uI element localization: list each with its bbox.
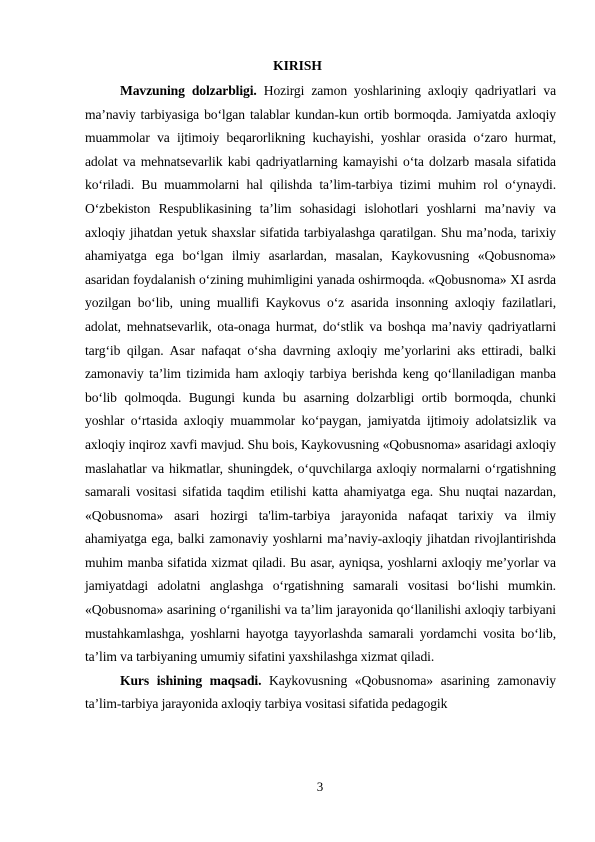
paragraph-relevance	[85, 79, 556, 669]
body-text	[85, 79, 556, 716]
page-number: 3	[316, 779, 324, 794]
section-heading: KIRISH	[273, 58, 322, 73]
paragraph-text: Kaykovusning «Qobusnoma» asarining zamonaviy ta’lim-tarbiya jarayonida axloqiy tarbiya vositasi sifatida pedagogik	[85, 672, 556, 712]
paragraph-goal	[85, 669, 556, 716]
paragraph-lead: Kurs ishining maqsadi.	[120, 672, 262, 688]
paragraph-lead: Mavzuning dolzarbligi.	[120, 83, 257, 98]
paragraph-text: Hozirgi zamon yoshlarining axloqiy qadriyatlari va ma’naviy tarbiyasiga bo‘lgan talablar kundan-kun ortib bormoqda. Jamiyatda axloqiy muammolar va ijtimoiy beqarorlikning kuchayishi, yoshlar orasida o‘zaro hurmat, adolat va mehnatsevarlik kabi qadriyatlarning kamayishi o‘ta dolzarb masala sifatida ko‘riladi. Bu muammolarni hal qilishda ta’lim-tarbiya tizimi muhim rol o‘ynaydi. O‘zbekiston Respublikasining ta’lim sohasidagi islohotlari yoshlarni ma’naviy va axloqiy jihatdan yetuk shaxslar sifatida tarbiyalashga qaratilgan. Shu ma’noda, tarixiy ahamiyatga ega bo‘lgan ilmiy asarlardan, masalan, Kaykovusning «Qobusnoma» asaridan foydalanish o‘zining muhimligini yanada oshirmoqda. «Qobusnoma» XI asrda yozilgan bo‘lib, uning muallifi Kaykovus o‘z asarida insonning axloqiy fazilatlari, adolat, mehnatsevarlik, ota-onaga hurmat, do‘stlik va boshqa ma’naviy qadriyatlarni targ‘ib qilgan. Asar nafaqat o‘sha davrning axloqiy me’yorlarini aks ettiradi, balki zamonaviy ta’lim tizimida ham axloqiy tarbiya berishda keng qo‘llaniladigan manba bo‘lib qolmoqda. Bugungi kunda bu asarning dolzarbligi ortib bormoqda, chunki yoshlar o‘rtasida axloqiy muammolar ko‘paygan, jamiyatda ijtimoiy adolatsizlik va axloqiy inqiroz xavfi mavjud. Shu bois, Kaykovusning «Qobusnoma» asaridagi axloqiy maslahatlar va hikmatlar, shuningdek, o‘quvchilarga axloqiy normalarni o‘rgatishning samarali vositasi sifatida taqdim etilishi katta ahamiyatga ega. Shu nuqtai nazardan, «Qobusnoma» asari hozirgi ta'lim-tarbiya jarayonida nafaqat tarixiy va ilmiy ahamiyatga ega, balki zamonaviy yoshlarni ma’naviy-axloqiy jihatdan rivojlantirishda muhim manba sifatida xizmat qiladi. Bu asar, ayniqsa, yoshlarni axloqiy me’yorlar va jamiyatdagi adolatni anglashga o‘rgatishning samarali vositasi bo‘lishi mumkin. «Qobusnoma» asarining o‘rganilishi va ta’lim jarayonida qo‘llanilishi axloqiy tarbiyani mustahkamlashga, yoshlarni hayotga tayyorlashda samarali yordamchi vosita bo‘lib, ta’lim va tarbiyaning umumiy sifatini yaxshilashga xizmat qiladi.	[85, 83, 557, 665]
